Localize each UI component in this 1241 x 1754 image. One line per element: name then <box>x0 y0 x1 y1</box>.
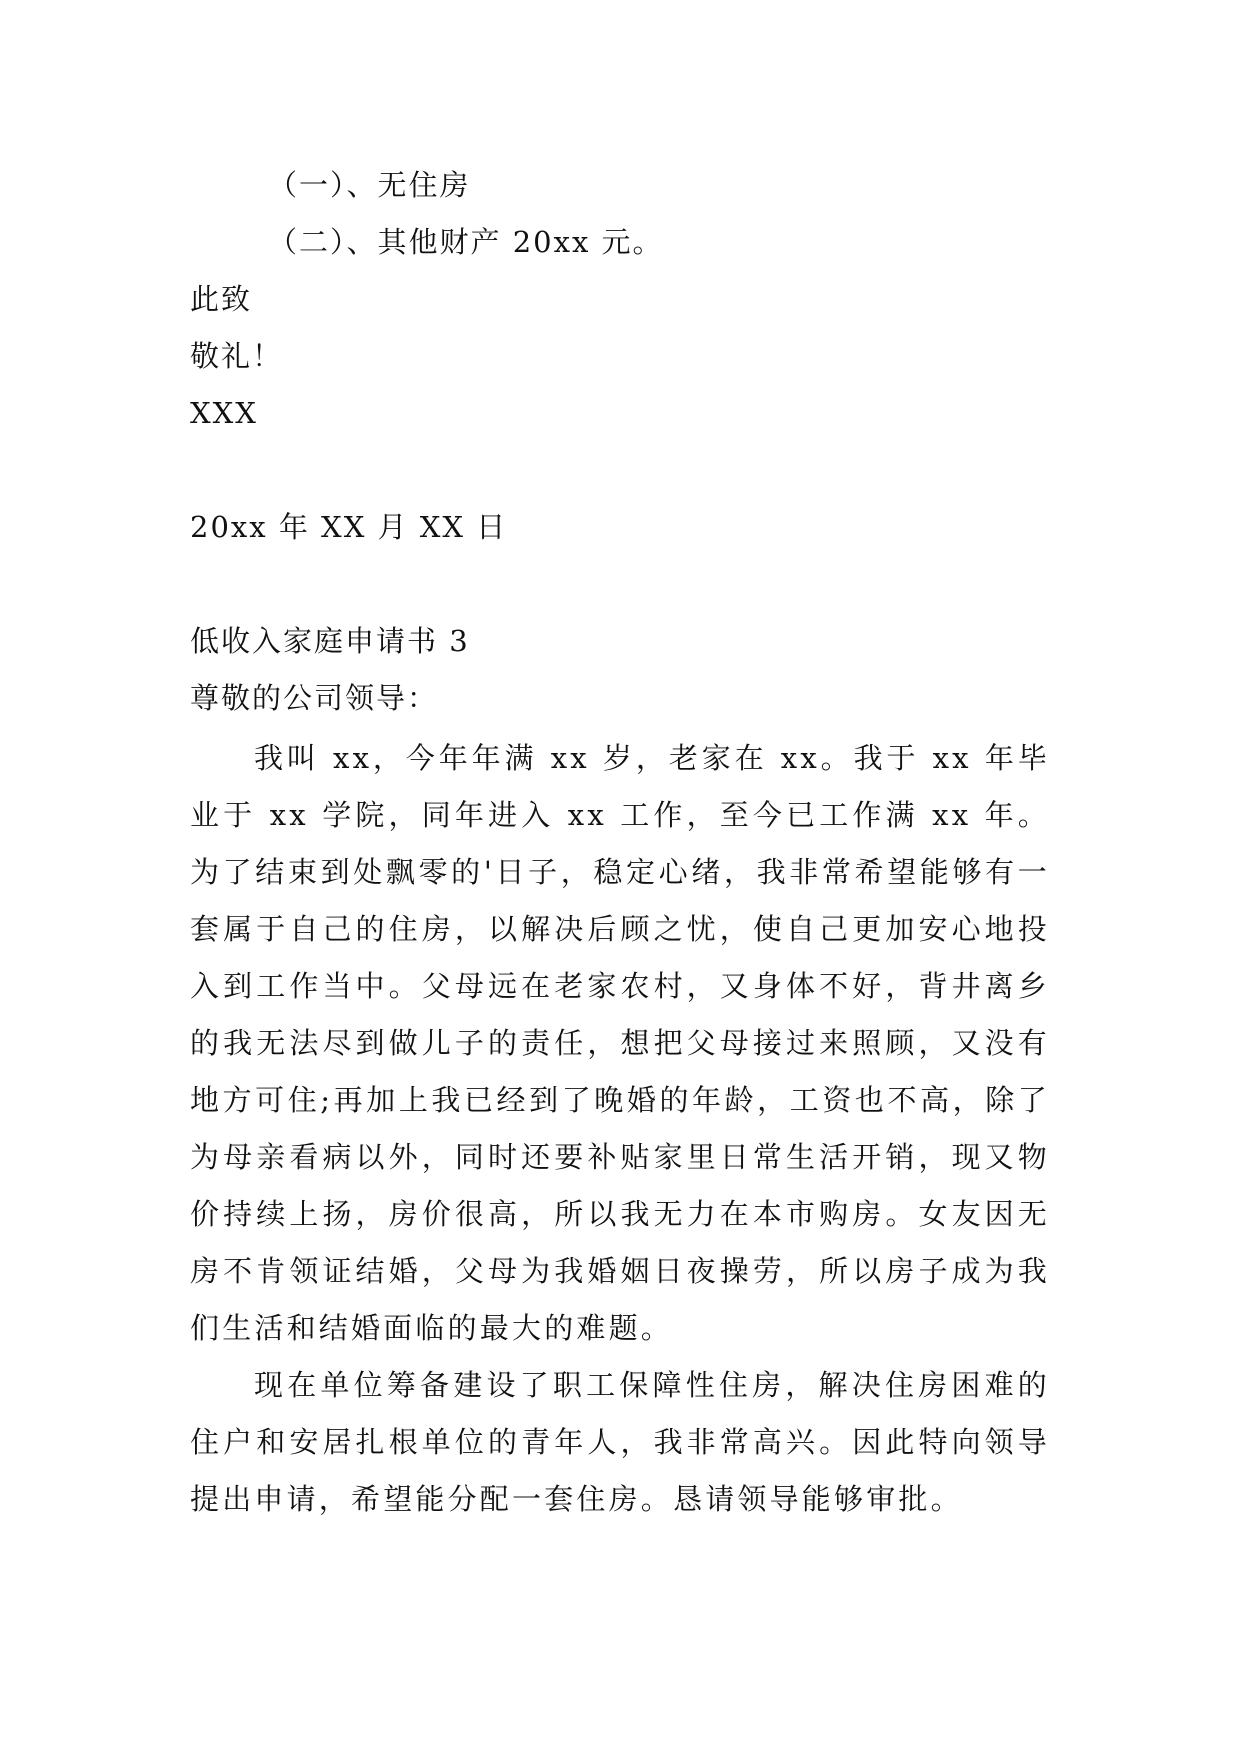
list-item-other-property: （二）、其他财产 20xx 元。 <box>268 225 664 259</box>
list-item-no-housing: （一）、无住房 <box>268 168 471 202</box>
body-paragraph-1: 我叫 xx，今年年满 xx 岁，老家在 xx。我于 xx 年毕业于 xx 学院，同年进入 xx 工作，至今已工作满 xx 年。为了结束到处飘零的'日子，稳定心绪，我非常希望能够有一套属于自己的住房，以解决后顾之忧，使自己更加安心地投入到工作当中。父母远在老家农村，又身体不好，背井离乡的我无法尽到做儿子的责任，想把父母接过来照顾，又没有地方可住;再加上我已经到了晚婚的年龄，工资也不高，除了为母亲看病以外，同时还要补贴家里日常生活开销，现又物价持续上扬，房价很高，所以我无力在本市购房。女友因无房不肯领证结婚，父母为我婚姻日夜操劳，所以房子成为我们生活和结婚面临的最大的难题。 <box>190 741 1050 1345</box>
salutation: 尊敬的公司领导： <box>190 681 439 715</box>
closing-line-1: 此致 <box>190 282 253 316</box>
body-paragraph-2: 现在单位筹备建设了职工保障性住房，解决住房困难的住户和安居扎根单位的青年人，我非常高兴。因此特向领导提出申请，希望能分配一套住房。恳请领导能够审批。 <box>190 1368 1050 1516</box>
signature: XXX <box>190 396 258 430</box>
closing-line-2: 敬礼！ <box>190 339 284 373</box>
section-title: 低收入家庭申请书 3 <box>190 624 470 658</box>
date-line: 20xx 年 XX 月 XX 日 <box>190 510 508 544</box>
